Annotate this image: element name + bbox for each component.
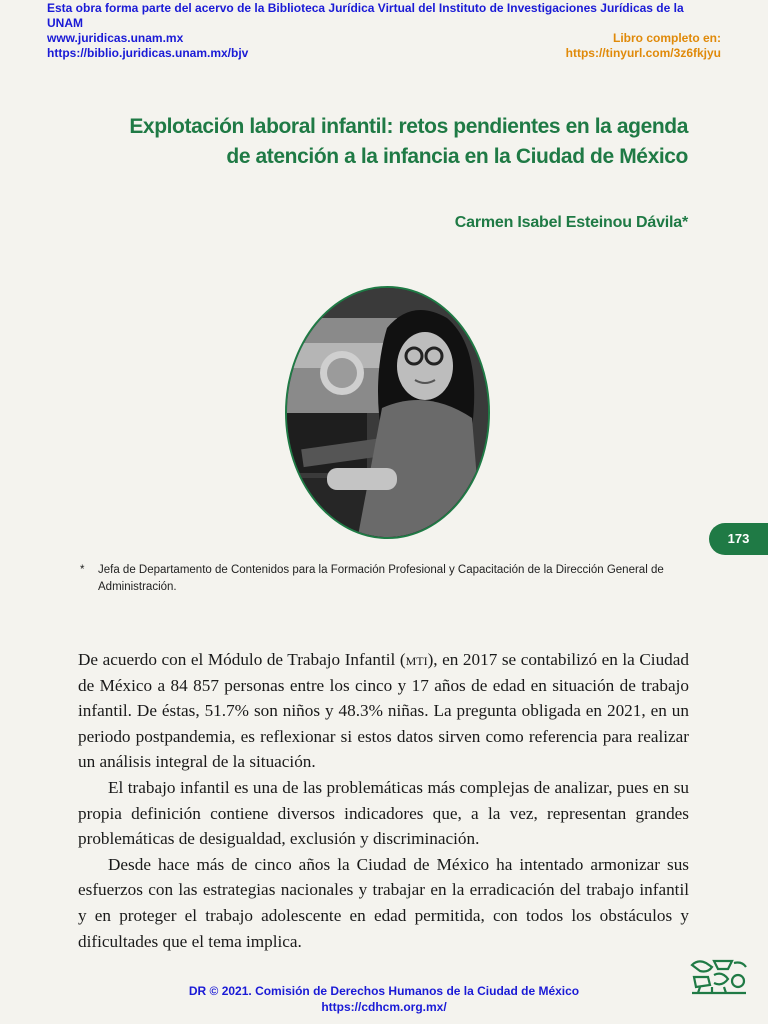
cdhcm-link[interactable]: https://cdhcm.org.mx/: [321, 1000, 447, 1014]
mti-abbr: mti: [405, 650, 428, 669]
portrait-illustration: [287, 288, 490, 539]
footer: [0, 983, 768, 1015]
page-number-badge: 173: [709, 523, 768, 555]
title-line-2: de atención a la infancia en la Ciudad de México: [226, 145, 688, 168]
header: [47, 1, 721, 61]
paragraph-1: De acuerdo con el Módulo de Trabajo Infantil (mti), en 2017 se contabilizó en la Ciudad de México a 84 857 personas entre los cinco y 17 años de edad en situación de trabajo infantil. De éstas, 51.7% son niños y 48.3% niñas. La pregunta obligada en 2021, en un periodo postpandemia, es reflexionar si estos datos sirven como referencia para realizar un análisis integral de la situación.: [78, 650, 689, 772]
footnote: [80, 562, 680, 596]
footnote-mark: *: [80, 564, 85, 576]
author-photo: [285, 286, 490, 539]
footer-copyright: DR © 2021. Comisión de Derechos Humanos de la Ciudad de México: [188, 984, 580, 998]
article-body: [78, 647, 689, 954]
article-title: [129, 112, 688, 172]
paragraph-3: Desde hace más de cinco años la Ciudad de México ha intentado armonizar sus esfuerzos con las estrategias nacionales y trabajar en la erradicación del trabajo infantil y en proteger el trabajo adolescente en edad permitida, con todos los obstáculos y dificultades que el tema implica.: [78, 854, 689, 951]
footnote-text: Jefa de Departamento de Contenidos para la Formación Profesional y Capacitación de la Dirección General de Administración.: [98, 564, 664, 593]
bjv-link[interactable]: https://biblio.juridicas.unam.mx/bjv: [47, 46, 249, 60]
libro-label: Libro completo en:: [613, 31, 721, 45]
author-name: Carmen Isabel Esteinou Dávila*: [454, 214, 688, 231]
title-line-1: Explotación laboral infantil: retos pendientes en la agenda: [129, 115, 688, 138]
site-link[interactable]: www.juridicas.unam.mx: [47, 31, 184, 45]
cdhcm-glyph-logo-icon: [688, 957, 750, 999]
paragraph-2: El trabajo infantil es una de las problemáticas más complejas de analizar, pues en su propia definición contiene diversos indicadores que, a la vez, representan grandes problemáticas de desigualdad, exclusión y discriminación.: [78, 777, 689, 849]
book-link[interactable]: https://tinyurl.com/3z6fkjyu: [565, 46, 721, 60]
header-notice: Esta obra forma parte del acervo de la Biblioteca Jurídica Virtual del Instituto de Investigaciones Jurídicas de la UNAM: [47, 1, 684, 30]
